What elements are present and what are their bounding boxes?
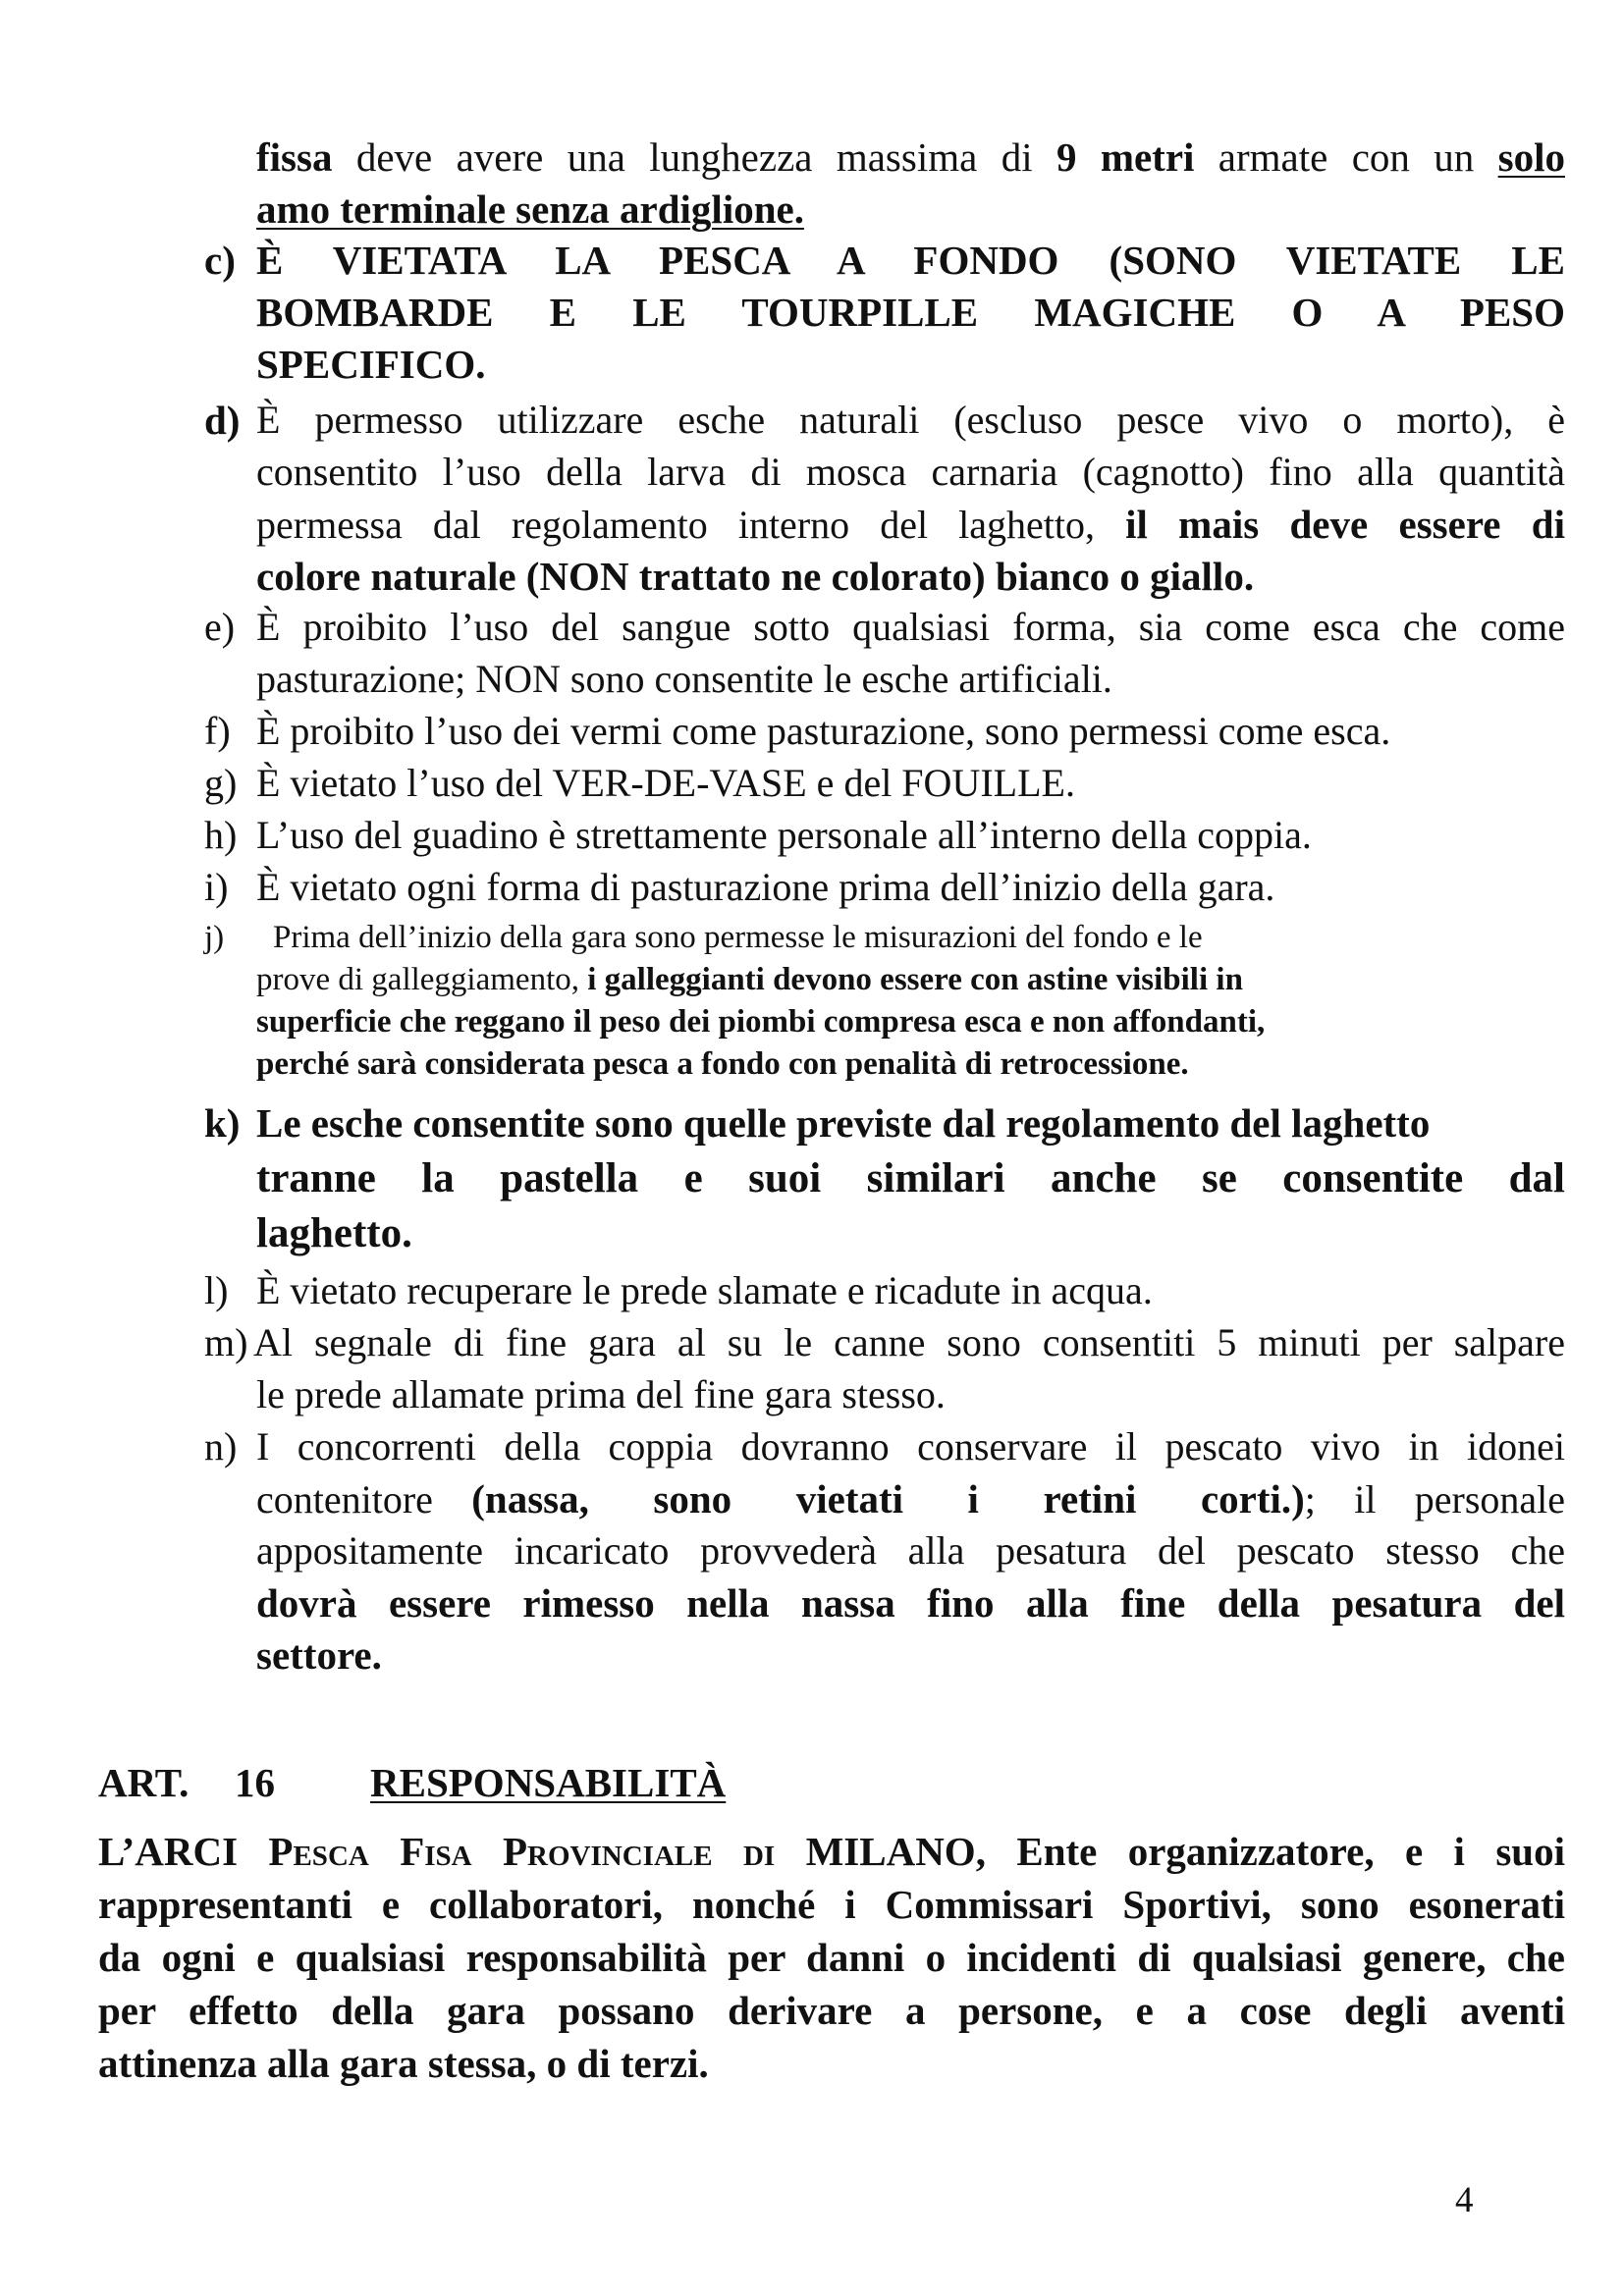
item-n-line: dovrà essere rimesso nella nassa fino alla fine della pesatura del	[256, 1580, 1565, 1626]
item-d-line	[256, 501, 1565, 548]
item-j-line: Prima dell’inizio della gara sono permesse le misurazioni del fondo e le	[273, 920, 1203, 955]
item-h-line: L’uso del guadino è strettamente personale all’interno della coppia.	[256, 813, 1312, 857]
article-paragraph-line: rappresentanti e collaboratori, nonché i Commissari Sportivi, sono esonerati	[98, 1882, 1565, 1927]
bold-text: 9	[1056, 134, 1077, 180]
item-e-line: È proibito l’uso del sangue sotto qualsiasi forma, sia come esca che come	[256, 605, 1565, 649]
article-number: 16	[235, 1760, 275, 1805]
item-c-line: SPECIFICO.	[256, 342, 486, 387]
bold-text: i galleggianti devono essere con astine visibili in	[587, 962, 1243, 997]
item-label-f: f)	[204, 709, 231, 753]
item-label-h: h)	[204, 813, 238, 857]
item-label-c: c)	[204, 238, 236, 283]
item-label-g: g)	[204, 761, 238, 805]
item-j-line: perché sarà considerata pesca a fondo con penalità di retrocessione.	[256, 1046, 1189, 1082]
item-m-line: le prede allamate prima del fine gara stesso.	[256, 1372, 946, 1416]
bold-text: (nassa, sono vietati i retini corti.)	[471, 1476, 1305, 1522]
item-d-line: È permesso utilizzare esche naturali (escluso pesce vivo o morto), è	[256, 398, 1565, 442]
underlined-line: amo terminale senza ardiglione.	[256, 187, 804, 232]
item-m-line: Al segnale di fine gara al su le canne sono consentiti 5 minuti per salpare	[253, 1320, 1565, 1364]
page-number: 4	[1455, 2180, 1474, 2220]
item-label-d: d)	[204, 398, 241, 443]
underlined-text: solo	[1497, 134, 1565, 180]
item-g-line: È vietato l’uso del VER-DE-VASE e del FOUILLE.	[256, 761, 1075, 805]
item-j-line: superficie che reggano il peso dei piombi compresa esca e non affondanti,	[256, 1004, 1266, 1040]
text-span: deve avere una lunghezza massima di	[332, 134, 1056, 180]
text-line	[256, 133, 1565, 181]
item-label-n: n)	[204, 1424, 238, 1468]
text-span: ; il personale	[1304, 1477, 1566, 1522]
article-paragraph-line	[98, 1828, 1565, 1875]
item-k-line: Le esche consentite sono quelle previste dal regolamento del laghetto	[256, 1100, 1431, 1146]
article-paragraph-line: attinenza alla gara stessa, o di terzi.	[98, 2041, 709, 2086]
article-paragraph-line: da ogni e qualsiasi responsabilità per danni o incidenti di qualsiasi genere, che	[98, 1935, 1565, 1980]
item-label-k: k)	[204, 1100, 241, 1146]
item-n-line: appositamente incaricato provvederà alla pesatura del pescato stesso che	[256, 1528, 1565, 1573]
item-n-line	[256, 1475, 1565, 1522]
text-span: MILANO, Ente organizzatore, e i suoi	[775, 1829, 1565, 1874]
bold-text: il mais deve essere di	[1125, 502, 1566, 547]
article-label: ART.	[98, 1760, 189, 1805]
item-label-m: m)	[204, 1320, 248, 1364]
bold-text: metri	[1100, 134, 1195, 180]
item-label-e: e)	[204, 605, 236, 649]
text-span	[1076, 134, 1100, 180]
item-j-line	[256, 962, 1243, 998]
item-d-line: colore naturale (NON trattato ne colorato) bianco o giallo.	[256, 554, 1255, 599]
text-span: contenitore	[256, 1477, 472, 1522]
item-label-l: l)	[204, 1268, 229, 1312]
item-f-line: È proibito l’uso dei vermi come pasturazione, sono permessi come esca.	[256, 709, 1391, 753]
item-e-line: pasturazione; NON sono consentite le esche artificiali.	[256, 657, 1112, 701]
item-label-j: j)	[204, 920, 225, 955]
item-label-i: i)	[204, 865, 229, 909]
article-title: RESPONSABILITÀ	[370, 1760, 727, 1805]
text-span: prove di galleggiamento,	[256, 962, 588, 997]
text-span: permessa dal regolamento interno del laghetto,	[256, 503, 1126, 547]
item-c-line: BOMBARDE E LE TOURPILLE MAGICHE O A PESO	[256, 290, 1565, 335]
item-d-line: consentito l’uso della larva di mosca carnaria (cagnotto) fino alla quantità	[256, 450, 1565, 494]
item-n-line: settore.	[256, 1632, 382, 1678]
item-k-line: laghetto.	[256, 1210, 412, 1256]
item-i-line: È vietato ogni forma di pasturazione prima dell’inizio della gara.	[256, 865, 1275, 909]
item-n-line: I concorrenti della coppia dovranno conservare il pescato vivo in idonei	[256, 1424, 1565, 1468]
small-caps-text: Pesca Fisa Provinciale di	[268, 1829, 776, 1874]
item-l-line: È vietato recuperare le prede slamate e ricadute in acqua.	[256, 1268, 1153, 1312]
bold-text: fissa	[256, 134, 333, 180]
item-k-line: tranne la pastella e suoi similari anche se consentite dal	[256, 1155, 1565, 1201]
text-span: armate con un	[1194, 134, 1498, 180]
text-span: L’ARCI	[98, 1829, 269, 1874]
article-paragraph-line: per effetto della gara possano derivare a persone, e a cose degli aventi	[98, 1988, 1565, 2033]
item-c-line: È VIETATA LA PESCA A FONDO (SONO VIETATE LE	[256, 238, 1565, 283]
